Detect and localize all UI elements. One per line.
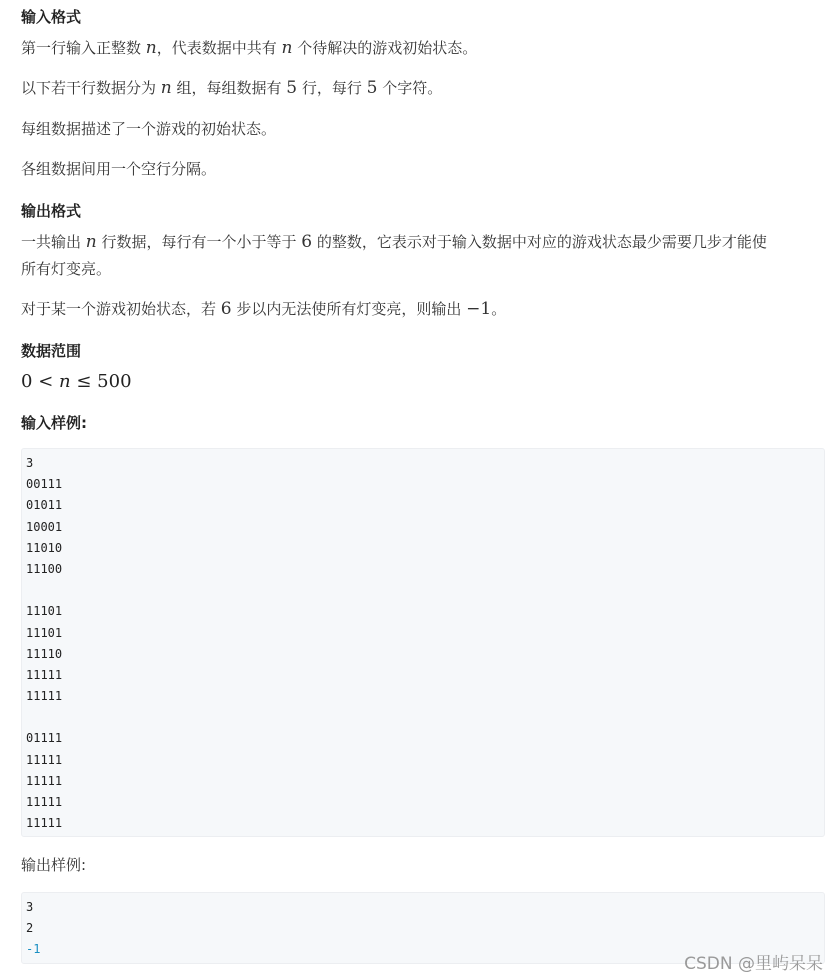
output-format-paragraph-1 — [21, 229, 767, 255]
math-number: 6 — [301, 232, 313, 252]
code-line: 11111 — [26, 667, 63, 682]
text: 以下若干行数据分为 — [21, 79, 161, 97]
text: 行，每行 — [297, 79, 367, 97]
sample-input-code-block[interactable] — [21, 448, 825, 837]
output-format-paragraph-2 — [21, 296, 506, 322]
text: 行数据，每行有一个小于等于 — [96, 233, 302, 251]
data-range-title: 数据范围 — [21, 342, 82, 360]
text: 对于某一个游戏初始状态，若 — [21, 300, 221, 318]
text: 组，每组数据有 — [171, 79, 287, 97]
text: 第一行输入正整数 — [21, 39, 146, 57]
math-variable: n — [281, 38, 293, 58]
math-number: 5 — [366, 78, 378, 98]
code-line: 11111 — [26, 795, 63, 809]
data-range-expression — [21, 370, 132, 394]
code-line: 11100 — [26, 561, 63, 576]
code-line: -1 — [26, 942, 41, 957]
code-line: 10001 — [26, 519, 63, 534]
text: ，代表数据中共有 — [156, 39, 282, 57]
sample-output-title: 输出样例: — [21, 856, 87, 874]
text: 步以内无法使所有灯变亮，则输出 — [231, 300, 467, 318]
code-line: 3 — [26, 456, 34, 470]
input-format-paragraph-4: 各组数据间用一个空行分隔。 — [21, 160, 217, 178]
math-variable: n — [85, 232, 97, 252]
output-format-title: 输出格式 — [21, 202, 82, 220]
code-line: 11101 — [26, 625, 63, 640]
code-line: 00111 — [26, 477, 63, 492]
code-line — [26, 580, 820, 601]
math-number: −1 — [466, 299, 492, 319]
math-number: 0 — [21, 371, 33, 392]
code-line: 11101 — [26, 604, 63, 619]
text: 的整数，它表示对于输入数据中对应的游戏状态最少需要几步才能使 — [312, 233, 767, 251]
math-variable: n — [160, 78, 172, 98]
sample-input-title: 输入样例: — [21, 414, 87, 432]
text: 个待解决的游戏初始状态。 — [292, 39, 478, 57]
code-line: 11111 — [26, 816, 63, 831]
input-format-paragraph-3: 每组数据描述了一个游戏的初始状态。 — [21, 120, 277, 138]
math-operator: < — [38, 371, 54, 392]
input-format-paragraph-2 — [21, 75, 442, 101]
code-line: 01011 — [26, 498, 63, 513]
math-operator: ≤ — [76, 371, 92, 392]
code-line: 11010 — [26, 540, 63, 555]
csdn-watermark: CSDN @里屿呆呆 — [684, 954, 823, 974]
code-line — [26, 707, 820, 728]
code-line: 3 — [26, 900, 34, 914]
math-number: 500 — [97, 371, 132, 392]
math-number: 5 — [286, 78, 298, 98]
code-line: 2 — [26, 921, 34, 936]
math-variable: n — [59, 371, 71, 392]
input-format-paragraph-1 — [21, 35, 477, 61]
code-line: 11110 — [26, 646, 63, 661]
code-line: 11111 — [26, 773, 63, 788]
input-format-title: 输入格式 — [21, 8, 82, 26]
math-number: 6 — [220, 299, 232, 319]
text: 个字符。 — [377, 79, 443, 97]
code-line: 11111 — [26, 752, 63, 767]
output-format-paragraph-1-line2: 所有灯变亮。 — [21, 260, 112, 278]
text: 。 — [491, 300, 507, 318]
code-line: 11111 — [26, 689, 63, 704]
math-variable: n — [145, 38, 157, 58]
code-line: 01111 — [26, 731, 63, 746]
text: 一共输出 — [21, 233, 86, 251]
